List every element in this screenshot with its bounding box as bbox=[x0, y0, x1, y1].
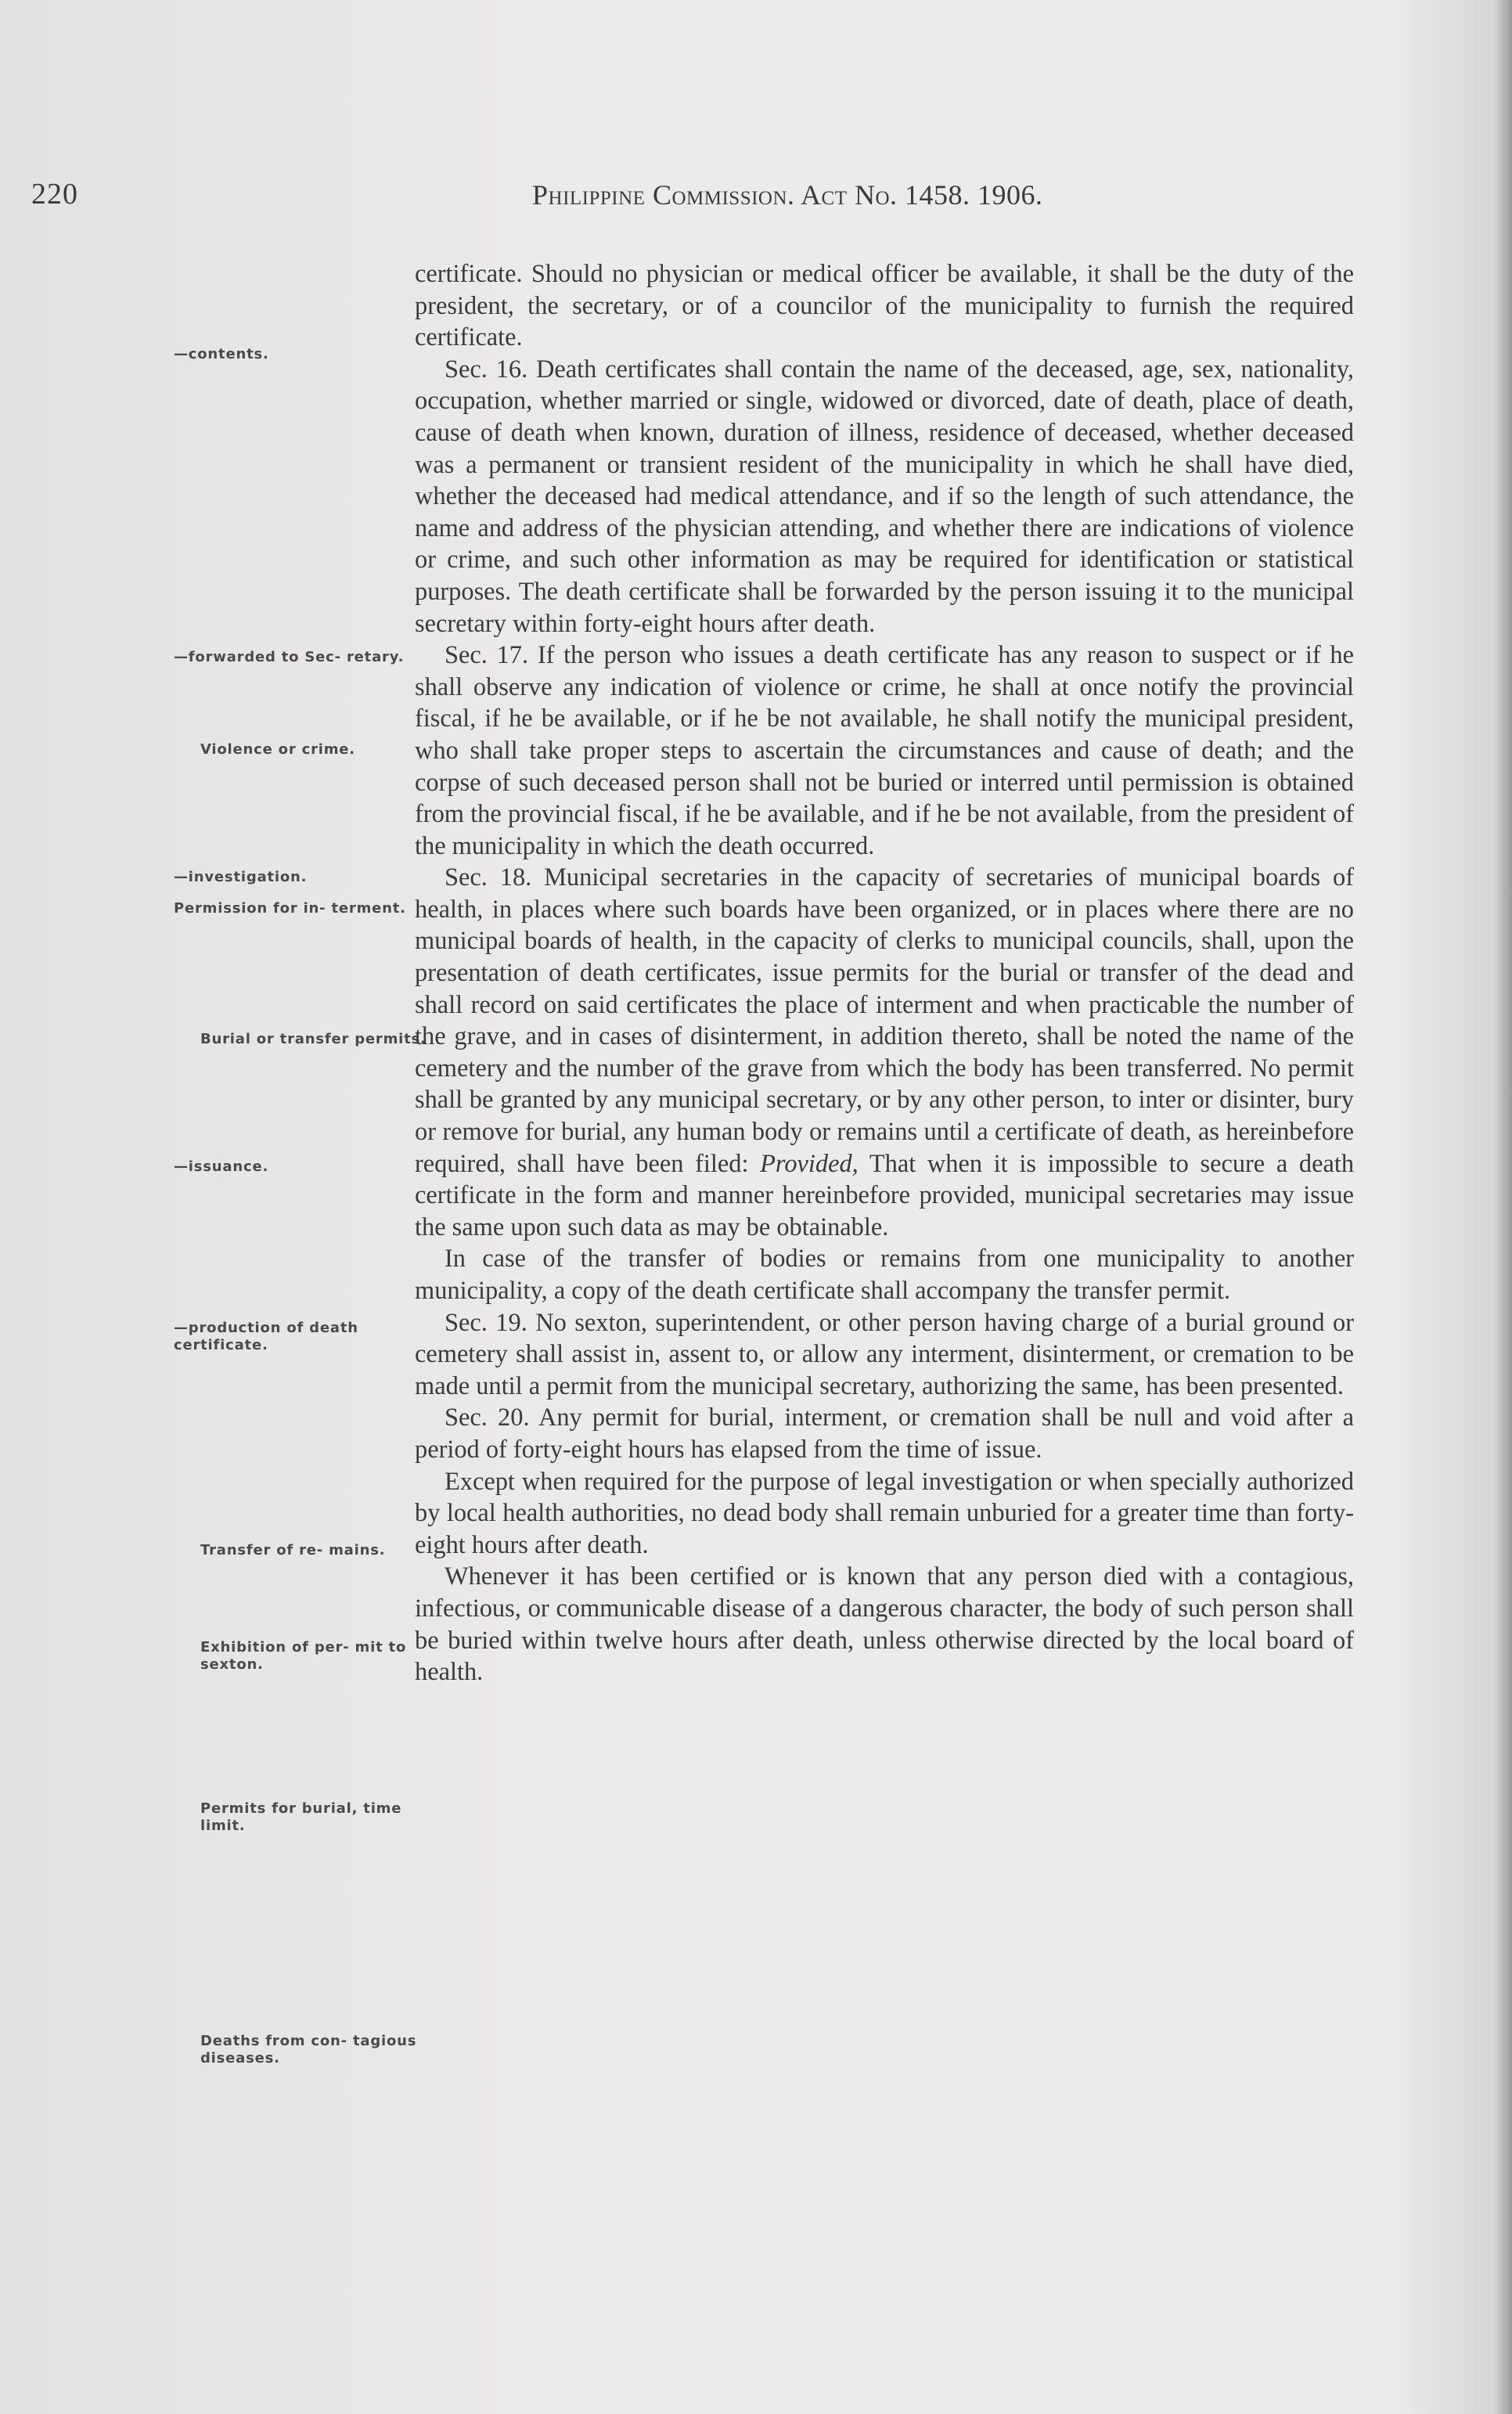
paragraph-unburied-limit: Except when required for the purpose of legal investigation or when specially authorized by local health authorities, no dead body shall remain unburied for a greater time than forty-eight hours after death. bbox=[415, 1467, 1354, 1559]
margin-note-production-certificate: —production of death certificate. bbox=[174, 1320, 358, 1353]
margin-note-permission-interment: Permission for in- terment. bbox=[174, 900, 406, 917]
sec-18-text: Sec. 18. Municipal secretaries in the capacity of secretaries of municipal boards of health, in places where such boards have been organized, or in places where there are no municipal boards of health, in the capacity of clerks to municipal councils, shall, upon the presentation of death certificates, issue permits for the burial or transfer of the dead and shall record on said certificates the place of interment and when practicable the number of the grave, and in cases of disinterment, in addition thereto, shall be noted the name of the cemetery and the number of the grave from which the body has been transferred. No permit shall be granted by any municipal secretary, or by any other person, to inter or disinter, bury or remove for burial, any human body or remains until a certificate of death, as hereinbefore required, shall have been filed: bbox=[415, 863, 1354, 1178]
body-text bbox=[415, 258, 1354, 1688]
page-edge-shadow bbox=[1492, 0, 1512, 2414]
margin-note-contents: —contents. bbox=[174, 346, 269, 362]
paragraph-sec-16: Sec. 16. Death certificates shall contain the name of the deceased, age, sex, nationality, occupation, whether married or single, widowed or divorced, date of death, place of death, cause of death when known, duration of illness, residence of deceased, whether deceased was a permanent or transient resident of the municipality in which he shall have died, whether the deceased had medical attendance, and if so the length of such attendance, the name and address of the physician attending, and whether there are indications of violence or crime, and such other information as may be required for identification or statistical purposes. The death certificate shall be forwarded by the person issuing it to the municipal secretary within forty-eight hours after death. bbox=[415, 355, 1354, 638]
paragraph-transfer-remains: In case of the transfer of bodies or remains from one municipality to another municipality, a copy of the death certificate shall accompany the transfer permit. bbox=[415, 1245, 1354, 1305]
margin-note-violence: Violence or crime. bbox=[200, 741, 355, 758]
margin-note-forwarded: —forwarded to Sec- retary. bbox=[174, 649, 405, 665]
paragraph-contagious: Whenever it has been certified or is known that any person died with a contagious, infectious, or communicable disease of a dangerous character, the body of such person shall be buried within twelve hours after death, unless otherwise directed by the local board of health. bbox=[415, 1562, 1354, 1687]
margin-note-investigation: —investigation. bbox=[174, 869, 308, 885]
margin-note-contagious-deaths: Deaths from con- tagious diseases. bbox=[200, 2033, 417, 2066]
margin-note-issuance: —issuance. bbox=[174, 1158, 269, 1175]
paragraph-sec-18 bbox=[415, 862, 1354, 1243]
sec-18-proviso: That when it is impossible to secure a death certificate in the form and manner hereinbefore provided, municipal secretaries may issue the same upon such data as may be obtainable. bbox=[415, 1149, 1355, 1241]
margin-note-exhibition-permit: Exhibition of per- mit to sexton. bbox=[200, 1639, 407, 1673]
paragraph-sec-20: Sec. 20. Any permit for burial, interment, or cremation shall be null and void after a period of forty-eight hours has elapsed from the time of issue. bbox=[415, 1403, 1354, 1464]
page-header bbox=[0, 177, 1512, 224]
margin-note-burial-permits: Burial or transfer permits. bbox=[200, 1031, 427, 1047]
paragraph-continuation: certificate. Should no physician or medical officer be available, it shall be the duty of the president, the secretary, or of a councilor of the municipality to furnish the required certificate. bbox=[415, 260, 1354, 352]
provided-italic: Provided, bbox=[760, 1149, 859, 1178]
margin-note-transfer-remains: Transfer of re- mains. bbox=[200, 1542, 386, 1558]
running-head: Philippine Commission. Act No. 1458. 1906. bbox=[532, 179, 1043, 211]
paragraph-sec-17: Sec. 17. If the person who issues a death certificate has any reason to suspect or if he shall observe any indication of violence or crime, he shall at once notify the provincial fiscal, if he be available, or if he be not available, he shall notify the municipal president, who shall take proper steps to ascertain the circumstances and cause of death; and the corpse of such deceased person shall not be buried or interred until permission is obtained from the provincial fiscal, if he be available, and if he be not available, from the president of the municipality in which the death occurred. bbox=[415, 641, 1354, 860]
paragraph-sec-19: Sec. 19. No sexton, superintendent, or other person having charge of a burial ground or cemetery shall assist in, assent to, or allow any interment, disinterment, or cremation to be made until a permit from the municipal secretary, authorizing the same, has been presented. bbox=[415, 1308, 1354, 1400]
page-number: 220 bbox=[31, 178, 78, 211]
margin-note-permits-time-limit: Permits for burial, time limit. bbox=[200, 1800, 402, 1834]
